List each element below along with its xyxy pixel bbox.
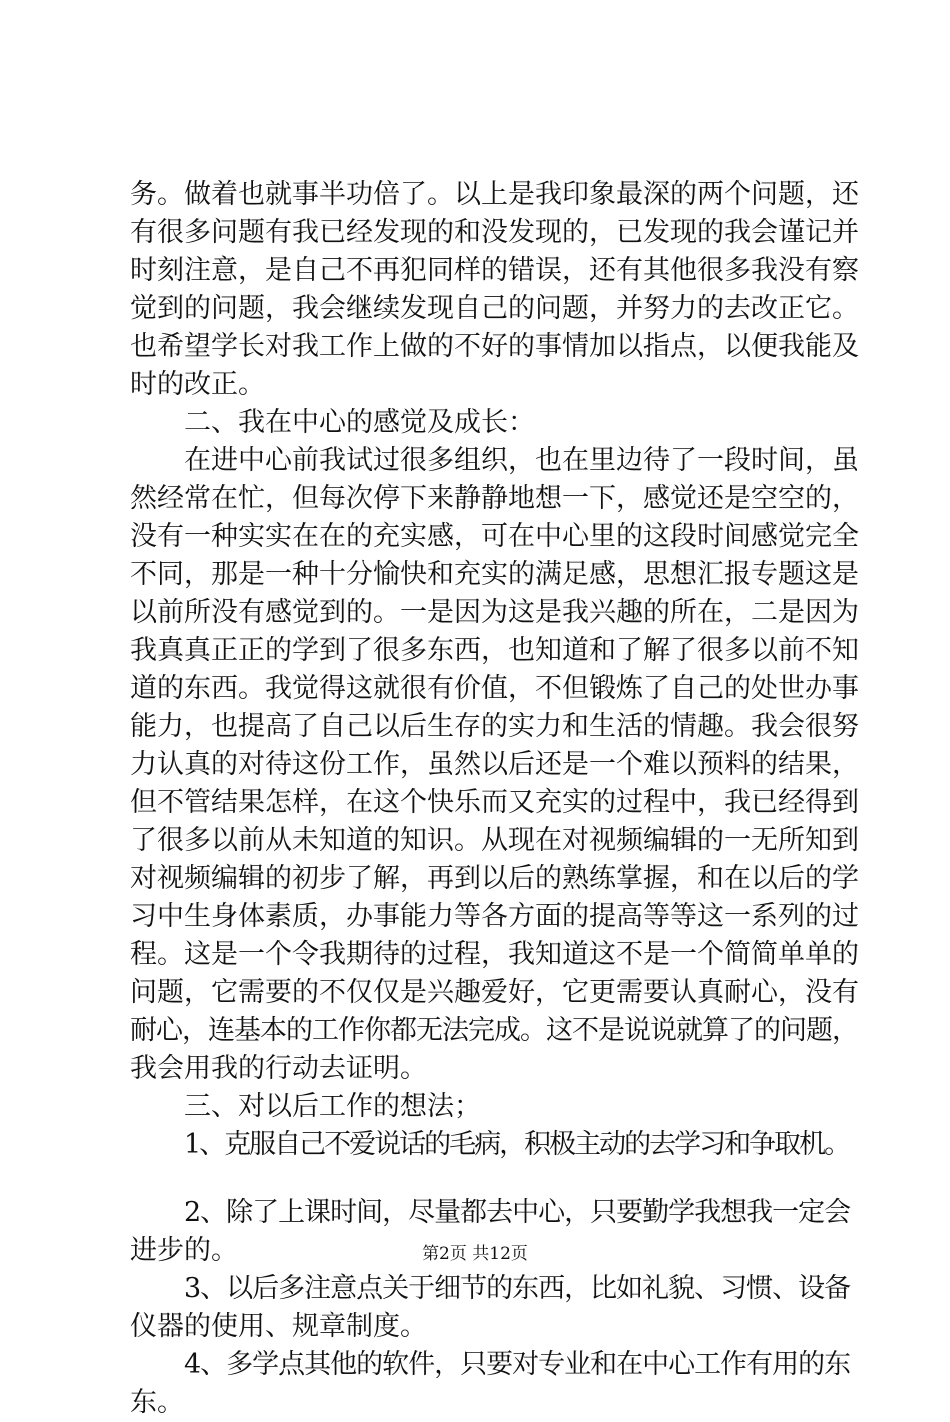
- text-line: 然经常在忙，但每次停下来静静地想一下，感觉还是空空的，: [130, 483, 859, 514]
- text-line: 了很多以前从未知道的知识。从现在对视频编辑的一无所知到: [130, 825, 859, 856]
- text-line: 进步的。: [130, 1235, 238, 1266]
- text-line: 我会用我的行动去证明。: [130, 1053, 427, 1084]
- text-line: 有很多问题有我已经发现的和没发现的，已发现的我会谨记并: [130, 217, 859, 248]
- list-item-1: 1、克服自己不爱说话的毛病，积极主动的去学习和争取机。: [184, 1129, 850, 1160]
- list-item-4: 4、多学点其他的软件，只要对专业和在中心工作有用的东: [184, 1349, 851, 1380]
- text-line: 在进中心前我试过很多组织，也在里边待了一段时间，虽: [184, 445, 859, 476]
- text-line: 也希望学长对我工作上做的不好的事情加以指点，以便我能及: [130, 331, 859, 362]
- text-line: 问题，它需要的不仅仅是兴趣爱好，它更需要认真耐心，没有: [130, 977, 859, 1008]
- text-line: 习中生身体素质，办事能力等各方面的提高等等这一系列的过: [130, 901, 859, 932]
- list-item-2: 2、除了上课时间，尽量都去中心，只要勤学我想我一定会: [184, 1197, 851, 1228]
- text-line: 对视频编辑的初步了解，再到以后的熟练掌握，和在以后的学: [130, 863, 859, 894]
- list-item-3: 3、以后多注意点关于细节的东西，比如礼貌、习惯、设备: [184, 1273, 851, 1304]
- text-line: 觉到的问题，我会继续发现自己的问题，并努力的去改正它。: [130, 293, 859, 324]
- page-number-footer: 第2页 共12页: [422, 1244, 528, 1264]
- text-line: 东。: [130, 1387, 184, 1418]
- text-line: 时的改正。: [130, 369, 265, 400]
- section-heading-3: 三、对以后工作的想法；: [184, 1091, 481, 1122]
- text-line: 我真真正正的学到了很多东西，也知道和了解了很多以前不知: [130, 635, 859, 666]
- section-heading-2: 二、我在中心的感觉及成长：: [184, 407, 535, 438]
- text-line: 程。这是一个令我期待的过程，我知道这不是一个简简单单的: [130, 939, 859, 970]
- text-line: 能力，也提高了自己以后生存的实力和生活的情趣。我会很努: [130, 711, 859, 742]
- text-line: 没有一种实实在在的充实感，可在中心里的这段时间感觉完全: [130, 521, 859, 552]
- text-line: 时刻注意，是自己不再犯同样的错误，还有其他很多我没有察: [130, 255, 859, 286]
- text-line: 仪器的使用、规章制度。: [130, 1311, 427, 1342]
- paragraph-gap: [130, 1164, 860, 1194]
- text-line: 力认真的对待这份工作，虽然以后还是一个难以预料的结果，: [130, 749, 859, 780]
- text-line: 务。做着也就事半功倍了。以上是我印象最深的两个问题，还: [130, 179, 859, 210]
- text-line: 道的东西。我觉得这就很有价值，不但锻炼了自己的处世办事: [130, 673, 859, 704]
- text-line: 不同，那是一种十分愉快和充实的满足感，思想汇报专题这是: [130, 559, 859, 590]
- text-line: 但不管结果怎样，在这个快乐而又充实的过程中，我已经得到: [130, 787, 859, 818]
- document-body: [130, 176, 860, 1422]
- text-line: 以前所没有感觉到的。一是因为这是我兴趣的所在，二是因为: [130, 597, 859, 628]
- text-line: 耐心，连基本的工作你都无法完成。这不是说说就算了的问题，: [130, 1015, 858, 1046]
